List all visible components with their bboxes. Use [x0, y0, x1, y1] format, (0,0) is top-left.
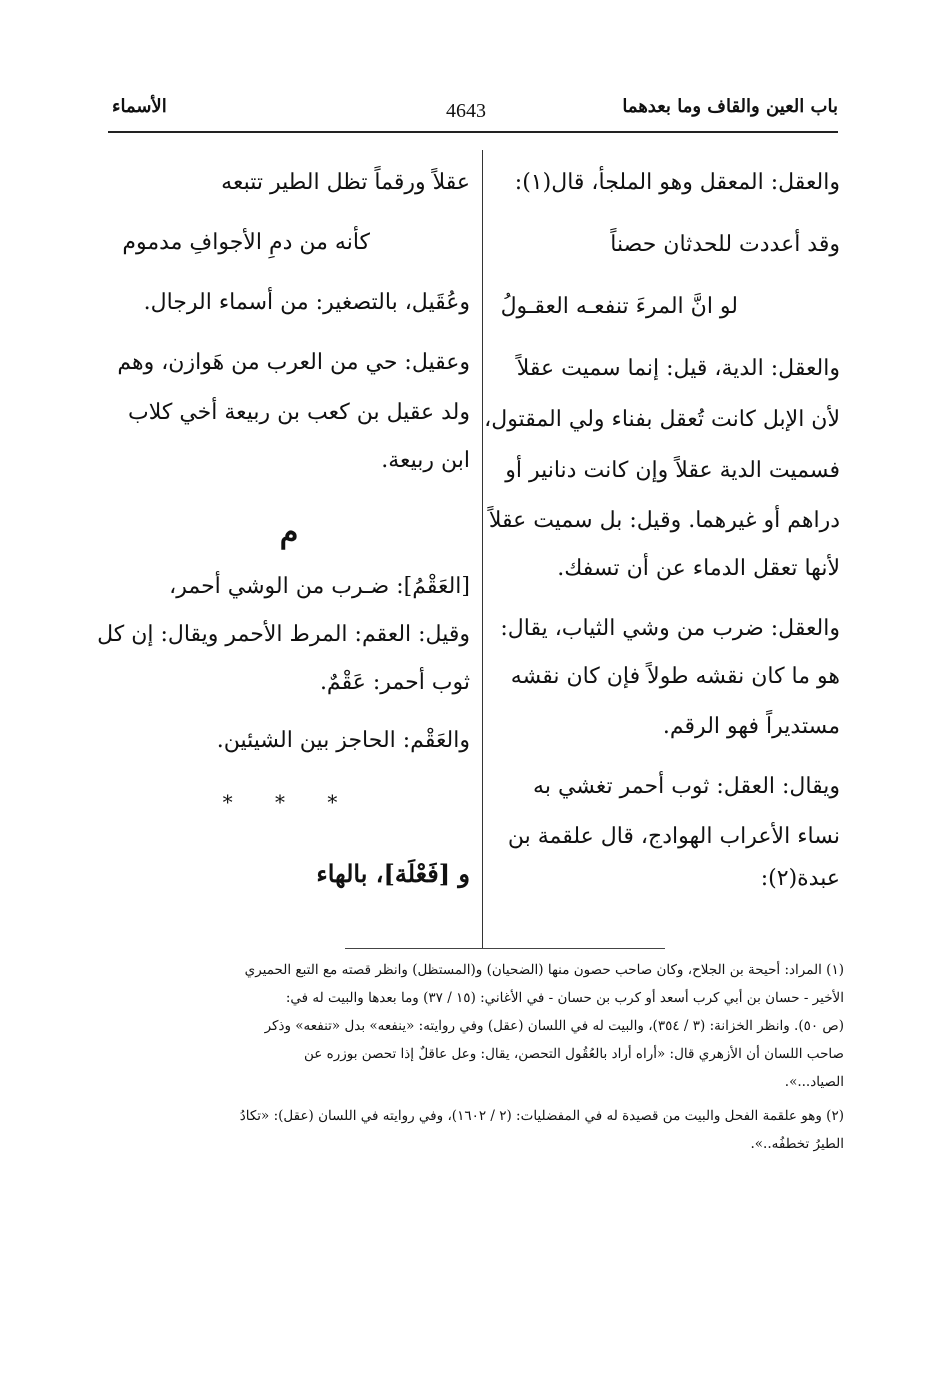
text-line: [العَقْمُ]: ضـرب من الوشي أحمر، [169, 574, 470, 599]
page-number: 4643 [446, 100, 486, 122]
text-line: مستديراً فهو الرقم. [662, 714, 840, 739]
footnote-line: (٢) وهو علقمة الفحل والبيت من قصيدة له في المفضليات: (٢ / ١٦٠٢)، وفي روايته في اللسان (عقل): «تكادُ [239, 1108, 844, 1124]
text-line: والعَقْم: الحاجز بين الشيئين. [216, 728, 470, 753]
left-column [97, 0, 470, 1000]
text-line: وعقيل: حي من العرب من هَوازن، وهم [117, 350, 470, 375]
text-line: وقيل: العقم: المرط الأحمر ويقال: إن كل [97, 622, 470, 647]
text-line: ولد عقيل بن كعب بن ربيعة أخي كلاب [128, 400, 470, 425]
section-title: الأسماء [112, 96, 167, 117]
text-line: والعقل: ضرب من وشي الثياب، يقال: [500, 616, 840, 641]
chapter-title: باب العين والقاف وما بعدهما [622, 96, 838, 117]
footnote-line: الأخير - حسان بن أبي كرب أسعد أو كرب بن حسان - في الأغاني: (١٥ / ٣٧) وما بعدها والبيت له في: [285, 990, 844, 1006]
right-column [484, 0, 840, 1000]
text-line: نساء الأعراب الهوادج، قال علقمة بن [507, 824, 840, 849]
section-separator: * * * [222, 790, 356, 814]
text-line: والعقل: المعقل وهو الملجأ، قال(١): [514, 170, 840, 195]
text-line: لأن الإبل كانت تُعقل بفناء ولي المقتول، [484, 407, 840, 432]
text-line: والعقل: الدية، قيل: إنما سميت عقلاً [516, 356, 840, 381]
text-line: هو ما كان نقشه طولاً فإن كان نقشه [510, 664, 840, 689]
text-line: ثوب أحمر: عَقْمٌ. [319, 670, 470, 695]
column-divider [482, 150, 483, 948]
verse-line: وقد أعددت للحدثان حصناً [610, 232, 840, 257]
section-heading: و [فَعْلَة]، بالهاء [316, 859, 470, 888]
footnote-line: (١) المراد: أحيحة بن الجلاح، وكان صاحب حصون منها (الضحيان) و(المستظل) وانظر قصته مع التبع الحميري [244, 962, 844, 978]
verse-line: عقلاً ورقماً تظل الطير تتبعه [221, 170, 470, 195]
text-line: لأنها تعقل الدماء عن أن تسفك. [557, 556, 840, 581]
footnote-line: الطيرُ تخطفُه..». [750, 1136, 844, 1152]
footnote-line: الصياد...». [784, 1074, 844, 1090]
footnote-line: (ص ٥٠). وانظر الخزانة: (٣ / ٣٥٤)، والبيت له في اللسان (عقل) وفي روايته: «ينفعه» بدل «تنفعه» وذكر [264, 1018, 844, 1034]
footnote-rule [345, 948, 665, 949]
text-line: دراهم أو غيرهما. وقيل: بل سميت عقلاً [488, 508, 840, 533]
footnote-line: صاحب اللسان أن الأزهري قال: «أراه أراد بالعُقُول التحصن، يقال: وعل عاقلٌ إذا تحصن بوزره عن [304, 1046, 844, 1062]
text-line: ويقال: العقل: ثوب أحمر تغشي به [533, 774, 840, 799]
section-letter: م [279, 515, 299, 550]
text-line: فسميت الدية عقلاً وإن كانت دنانير أو [505, 458, 840, 483]
text-line: عبدة(٢): [760, 866, 840, 891]
verse-line: لو انَّ المرءَ تنفعـه العقـولُ [500, 294, 738, 319]
verse-line: كأنه من دمِ الأجوافِ مدموم [122, 230, 370, 255]
text-line: وعُقَيل، بالتصغير: من أسماء الرجال. [143, 290, 470, 315]
text-line: ابن ربيعة. [381, 448, 470, 473]
